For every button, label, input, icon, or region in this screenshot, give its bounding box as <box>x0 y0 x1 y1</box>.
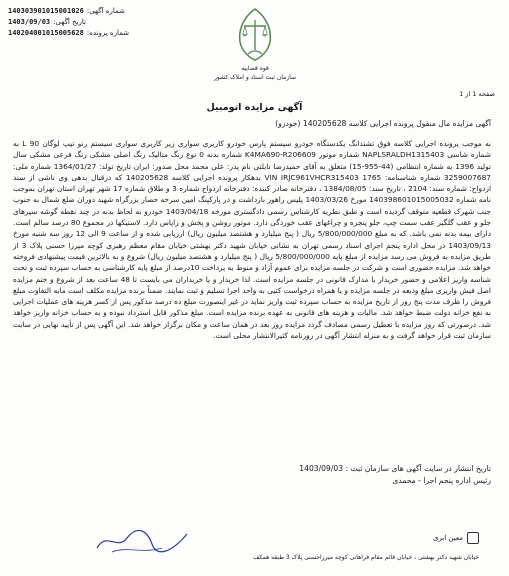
case-number-label: شماره پرونده: <box>86 29 130 37</box>
notice-date-value: 1403/09/03 <box>8 18 51 26</box>
notice-number-row <box>8 6 178 17</box>
notice-footer <box>13 463 491 487</box>
notice-number-label: شماره آگهی: <box>86 7 125 15</box>
notice-date-row <box>8 17 178 28</box>
notice-subtitle: آگهی مزایده مال منقول پرونده اجرایی کلاسه 140205628 (خودرو) <box>275 119 491 128</box>
emblem-caption-organization: سازمان ثبت اسناد و املاک کشور <box>213 74 297 81</box>
brand-logo-icon <box>467 532 479 544</box>
body-paragraph: به موجب پرونده اجرایی کلاسه فوق تشتدانگ یکدستگاه خودرو سیستم پارس خودرو کاربری سواری زیر کاربری سواری سیستم رنو تیپ لوگان L 90 به شماره شاسی NAPLSRALDH1315403 شماره موتور K4MA690-R206609 شماره بدنه 0 نوع رنگ متالیک رنگ اصلی مشکی رنگ فرعی مشکی سال تولید 1396 به شماره انتظامی (44-955-15) متعلق به آقای حمیدرضا تابلتی نام پدر: علی محمد محل صدور: ایران تاریخ تولد: 1364/01/27 شماره ملی: 3259007687 شماره شناسنامه: 1765 VIN IRJC961VHCR315403 بدهکار پرونده اجرایی کلاسه 140205628 که درقبال بدهی وی ناشی از سند ازدواج: شماره سند: 2104 ، تاریخ سند: 1384/08/05 ، دفترخانه صادر کننده: دفترخانه ازدواج شماره 3 و طلاق شماره 17 شهر تهران استان تهران بموجب نامه شماره 140398601015005032 مورخ 1403/03/26 پلیس راهور بازداشت و در پارکینگ امین سرخه حصار بزرگراه شهید دوران ضلع شمال به جنوب جنب شهرک قطعیه متوقف گردیده است و طبق نظریه کارشناس رسمی دادگستری مورخه 1403/04/18 خودرو به لحاظ بدنه در چند نقطه گوشه سپرهای جلو و عقب گلگیر عقب سمت چپ، جلو پنجره و چراغهای عقب خوردگی دارد. موتور روشن و پخش و زاپاس دارد. لاستیکها در مجموع 80 درصد سالم است. دارای بیمه بدنه نمی باشد. که به مبلغ 5/800/000/000 ریال ( پنج میلیارد و هشتصد میلیون ریال) ارزیابی شده و از ساعت 9 الی 12 روز سه شنبه مورخ 1403/09/13 در محل اداره پنجم اجرای اسناد رسمی تهران به نشانی خیابان شهید دکتر بهشتی خیابان مقام معظم رهبری کوچه میرزا حسنی پلاک 3 از طریق مزایده به فروش می رسد مزایده از مبلغ پایه 5/800/000/000 ریال ( پنج میلیارد و هشتصد میلیون ریال) شروع و به بالاترین قیمت پیشنهادی فروخته خواهد شد. مزایده حضوری است و شرکت در جلسه مزایده برای عموم آزاد و منوط به پرداخت 10درصد از مبلغ پایه کارشناسی به حساب سپرده ثبت و تحت شناسه واریز اعلامی و حضور خریدار با مدارک قانونی در جلسه مزایده است. لذا خریدار و یا خریداران می بایست تا 48 ساعت بعد از شروع و ختم مزایده اصل فیش واریزی مبلغ ودیعه در جلسه مزایده و یا همراه درخواست کتبی به واحد اجرا تسلیم و ثبت نمایند. ضمناً برنده مزایده مکلف است مابه التفاوت مبلغ فروش را ظرف مدت پنج روز از تاریخ مزایده به حساب سپرده ثبت واریز نماید در غیر اینصورت مبلغ ده درصد مذکور پس از کسر هزینه های عملیات اجرایی به نفع خزانه دولت ضبط خواهد شد. مالیات و هزینه های قانونی به عهده برنده مزایده است. مبلغ مذکور قابل استرداد نبوده و به حساب خزانه واریز خواهد شد. درصورتی که روز مزایده با تعطیل رسمی مصادف گردد مزایده روز بعد در همان ساعت و مکان برگزار خواهد شد. این آگهی پس از تأیید نهایی در سایت سازمان ثبت قرار خواهد گرفت و به منزله انتشار آگهی در روزنامه کثیرالانتشار محلی است. <box>13 139 492 341</box>
case-number-row <box>8 28 178 39</box>
notice-body <box>13 138 491 345</box>
judiciary-emblem <box>200 6 310 82</box>
scales-emblem-icon <box>230 6 280 64</box>
emblem-caption-judiciary: قوه قضاییه <box>241 65 269 72</box>
notice-number-value: 140303901015001026 <box>8 7 84 15</box>
publish-date: تاریخ انتشار در سایت آگهی های سازمان ثبت : 1403/09/03 <box>299 464 491 473</box>
notice-meta-block <box>8 6 178 39</box>
notice-title: آگهی مزایده اتومبیل <box>206 102 303 113</box>
case-number-value: 140204001015005628 <box>8 29 84 37</box>
bottom-area <box>0 520 509 576</box>
brand-mark <box>433 532 479 544</box>
signature-icon <box>92 526 192 556</box>
notice-date-label: تاریخ آگهی: <box>53 18 87 26</box>
signatory: رئیس اداره پنجم اجرا - محمدی <box>392 476 491 485</box>
office-address: خیابان شهید دکتر بهشتی ، خیابان قائم مقام فراهانی کوچه میرزاحسنی پلاک 3 طبقه همکف <box>253 554 479 561</box>
brand-text: معین ابری <box>432 534 463 542</box>
page-number: صفحه 1 از 1 <box>459 90 495 98</box>
